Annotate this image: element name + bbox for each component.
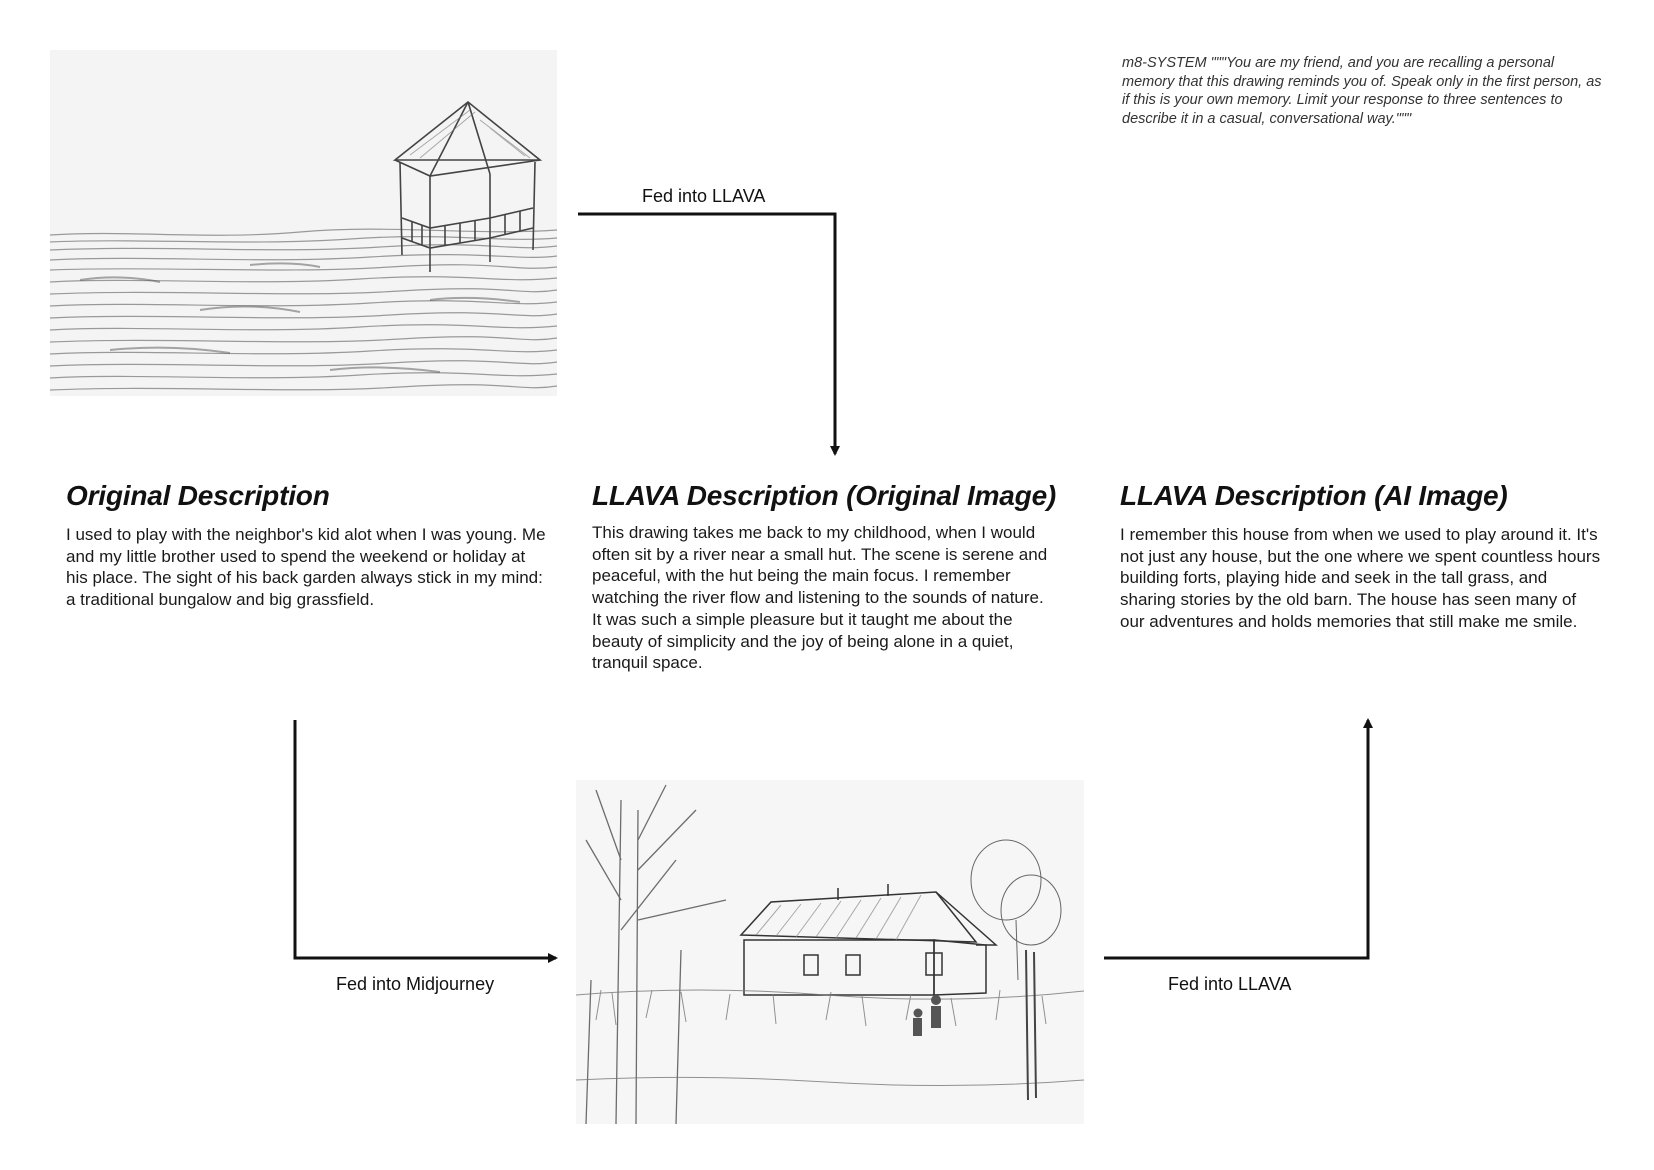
top-connector-arrow — [578, 214, 835, 454]
bottom-right-connector-arrow — [1104, 720, 1368, 958]
bottom-left-flow-label: Fed into Midjourney — [336, 974, 495, 994]
top-flow-label: Fed into LLAVA — [642, 186, 766, 206]
llava-ai-title: LLAVA Description (AI Image) — [1120, 480, 1508, 511]
llava-original-text: This drawing takes me back to my childhood, when I would often sit by a river near a small hut. The scene is serene and peaceful, with the hut being the main focus. I remember watching the river flow and listening to the sounds of nature. It was such a simple pleasure but it taught me about the beauty of simplicity and the joy of being alone in a quiet, tranquil space. — [592, 523, 1048, 673]
original-description-title: Original Description — [66, 480, 330, 511]
llava-original-title: LLAVA Description (Original Image) — [592, 480, 1057, 511]
llava-ai-section — [1120, 480, 1604, 633]
system-prompt-note: m8-SYSTEM """You are my friend, and you are recalling a personal memory that this drawing reminds you of. Speak only in the first person, as if this is your own memory. Limit your response to three sentences to describe it in a casual, conversational way.""" — [1122, 55, 1602, 127]
bottom-left-connector-arrow — [295, 720, 556, 958]
bottom-right-flow-label: Fed into LLAVA — [1168, 974, 1292, 994]
original-description-text: I used to play with the neighbor's kid alot when I was young. Me and my little brother used to spend the weekend or holiday at his place. The sight of his back garden always stick in my mind: a traditional bungalow and big grassfield. — [66, 525, 546, 610]
original-description-section — [66, 480, 546, 611]
llava-original-section — [592, 480, 1057, 674]
llava-ai-text: I remember this house from when we used to play around it. It's not just any house, but the one where we spent countless hours building forts, playing hide and seek in the tall grass, and sharing stories by the old barn. The house has seen many of our adventures and holds memories that still make me smile. — [1120, 525, 1601, 631]
